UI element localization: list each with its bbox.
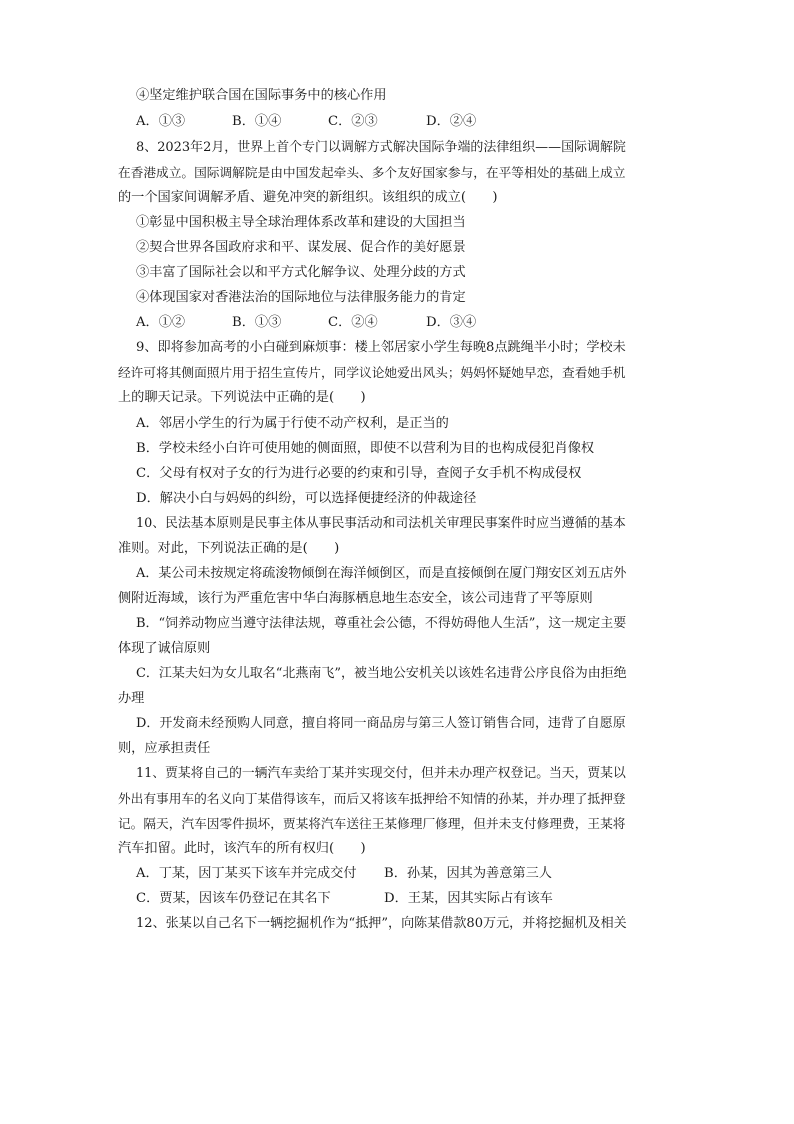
q11-stem-line-1: 11、贾某将自己的一辆汽车卖给丁某并实现交付，但并未办理产权登记。当天，贾某以 bbox=[136, 766, 626, 781]
q10-option-d-line-2: 则，应承担责任 bbox=[118, 741, 211, 756]
q8-item-1: ①彰显中国积极主导全球治理体系改革和建设的大国担当 bbox=[136, 215, 466, 230]
q7-item-4: ④坚定维护联合国在国际事务中的核心作用 bbox=[136, 88, 387, 103]
q7-option-c: C．②③ bbox=[328, 114, 378, 129]
q9-stem-line-3: 上的聊天记录。下列说法中正确的是( ) bbox=[118, 390, 366, 405]
q8-stem-line-3: 的一个国家间调解矛盾、避免冲突的新组织。该组织的成立( ) bbox=[118, 190, 498, 205]
q7-option-b: B．①④ bbox=[232, 114, 282, 129]
q9-stem-line-1: 9、即将参加高考的小白碰到麻烦事：楼上邻居家小学生每晚8点跳绳半小时；学校未 bbox=[136, 340, 626, 355]
q8-item-4: ④体现国家对香港法治的国际地位与法律服务能力的肯定 bbox=[136, 290, 466, 305]
q8-option-c: C．②④ bbox=[328, 315, 378, 330]
q10-option-c-line-2: 办理 bbox=[118, 691, 145, 706]
q9-stem-line-2: 经许可将其侧面照片用于招生宣传片，同学议论她爱出风头；妈妈怀疑她早恋，查看她手机 bbox=[118, 365, 626, 380]
q8-item-3: ③丰富了国际社会以和平方式化解争议、处理分歧的方式 bbox=[136, 265, 466, 280]
q7-option-a: A．①③ bbox=[136, 114, 186, 129]
q11-option-d: D．王某，因其实际占有该车 bbox=[384, 891, 553, 906]
q11-option-a: A．丁某，因丁某买下该车并完成交付 bbox=[136, 866, 357, 881]
q10-option-a-line-2: 侧附近海域，该行为严重危害中华白海豚栖息地生态安全，该公司违背了平等原则 bbox=[118, 591, 593, 606]
q10-option-d-line-1: D．开发商未经预购人同意，擅自将同一商品房与第三人签订销售合同，违背了自愿原 bbox=[136, 716, 626, 731]
q10-option-a-line-1: A．某公司未按规定将疏浚物倾倒在海洋倾倒区，而是直接倾倒在厦门翔安区刘五店外 bbox=[136, 566, 627, 581]
q8-stem-line-2: 在香港成立。国际调解院是由中国发起牵头、多个友好国家参与，在平等相处的基础上成立 bbox=[118, 165, 626, 180]
q9-option-b: B．学校未经小白许可使用她的侧面照，即使不以营利为目的也构成侵犯肖像权 bbox=[136, 441, 595, 456]
q10-stem-line-2: 准则。对此，下列说法正确的是( ) bbox=[118, 541, 340, 556]
q10-option-b-line-1: B．“饲养动物应当遵守法律法规，尊重社会公德，不得妨碍他人生活”，这一规定主要 bbox=[136, 616, 627, 631]
q9-option-c: C．父母有权对子女的行为进行必要的约束和引导，查阅子女手机不构成侵权 bbox=[136, 466, 582, 481]
q10-stem-line-1: 10、民法基本原则是民事主体从事民事活动和司法机关审理民事案件时应当遵循的基本 bbox=[136, 516, 626, 531]
q11-stem-line-2: 外出有事用车的名义向丁某借得该车，而后又将该车抵押给不知情的孙某，并办理了抵押登 bbox=[118, 791, 626, 806]
q10-option-b-line-2: 体现了诚信原则 bbox=[118, 641, 211, 656]
q8-stem-line-1: 8、2023年2月，世界上首个专门以调解方式解决国际争端的法律组织——国际调解院 bbox=[136, 140, 626, 155]
q8-item-2: ②契合世界各国政府求和平、谋发展、促合作的美好愿景 bbox=[136, 240, 466, 255]
q8-option-d: D．③④ bbox=[426, 315, 477, 330]
q10-option-c-line-1: C．江某夫妇为女儿取名“北燕南飞”，被当地公安机关以该姓名违背公序良俗为由拒绝 bbox=[136, 666, 627, 681]
q7-option-d: D．②④ bbox=[426, 114, 477, 129]
q11-option-c: C．贾某，因该车仍登记在其名下 bbox=[136, 891, 331, 906]
q12-stem-line-1: 12、张某以自己名下一辆挖掘机作为“抵押”，向陈某借款80万元，并将挖掘机及相关 bbox=[136, 916, 627, 931]
q9-option-a: A．邻居小学生的行为属于行使不动产权利，是正当的 bbox=[136, 416, 449, 431]
q8-option-a: A．①② bbox=[136, 315, 186, 330]
q11-stem-line-4: 汽车扣留。此时，该汽车的所有权归( ) bbox=[118, 841, 366, 856]
q8-option-b: B．①③ bbox=[232, 315, 282, 330]
q9-option-d: D．解决小白与妈妈的纠纷，可以选择便捷经济的仲裁途径 bbox=[136, 491, 477, 506]
q11-stem-line-3: 记。隔天，汽车因零件损坏，贾某将汽车送往王某修理厂修理，但并未支付修理费，王某将 bbox=[118, 816, 626, 831]
q11-option-b: B．孙某，因其为善意第三人 bbox=[384, 866, 552, 881]
